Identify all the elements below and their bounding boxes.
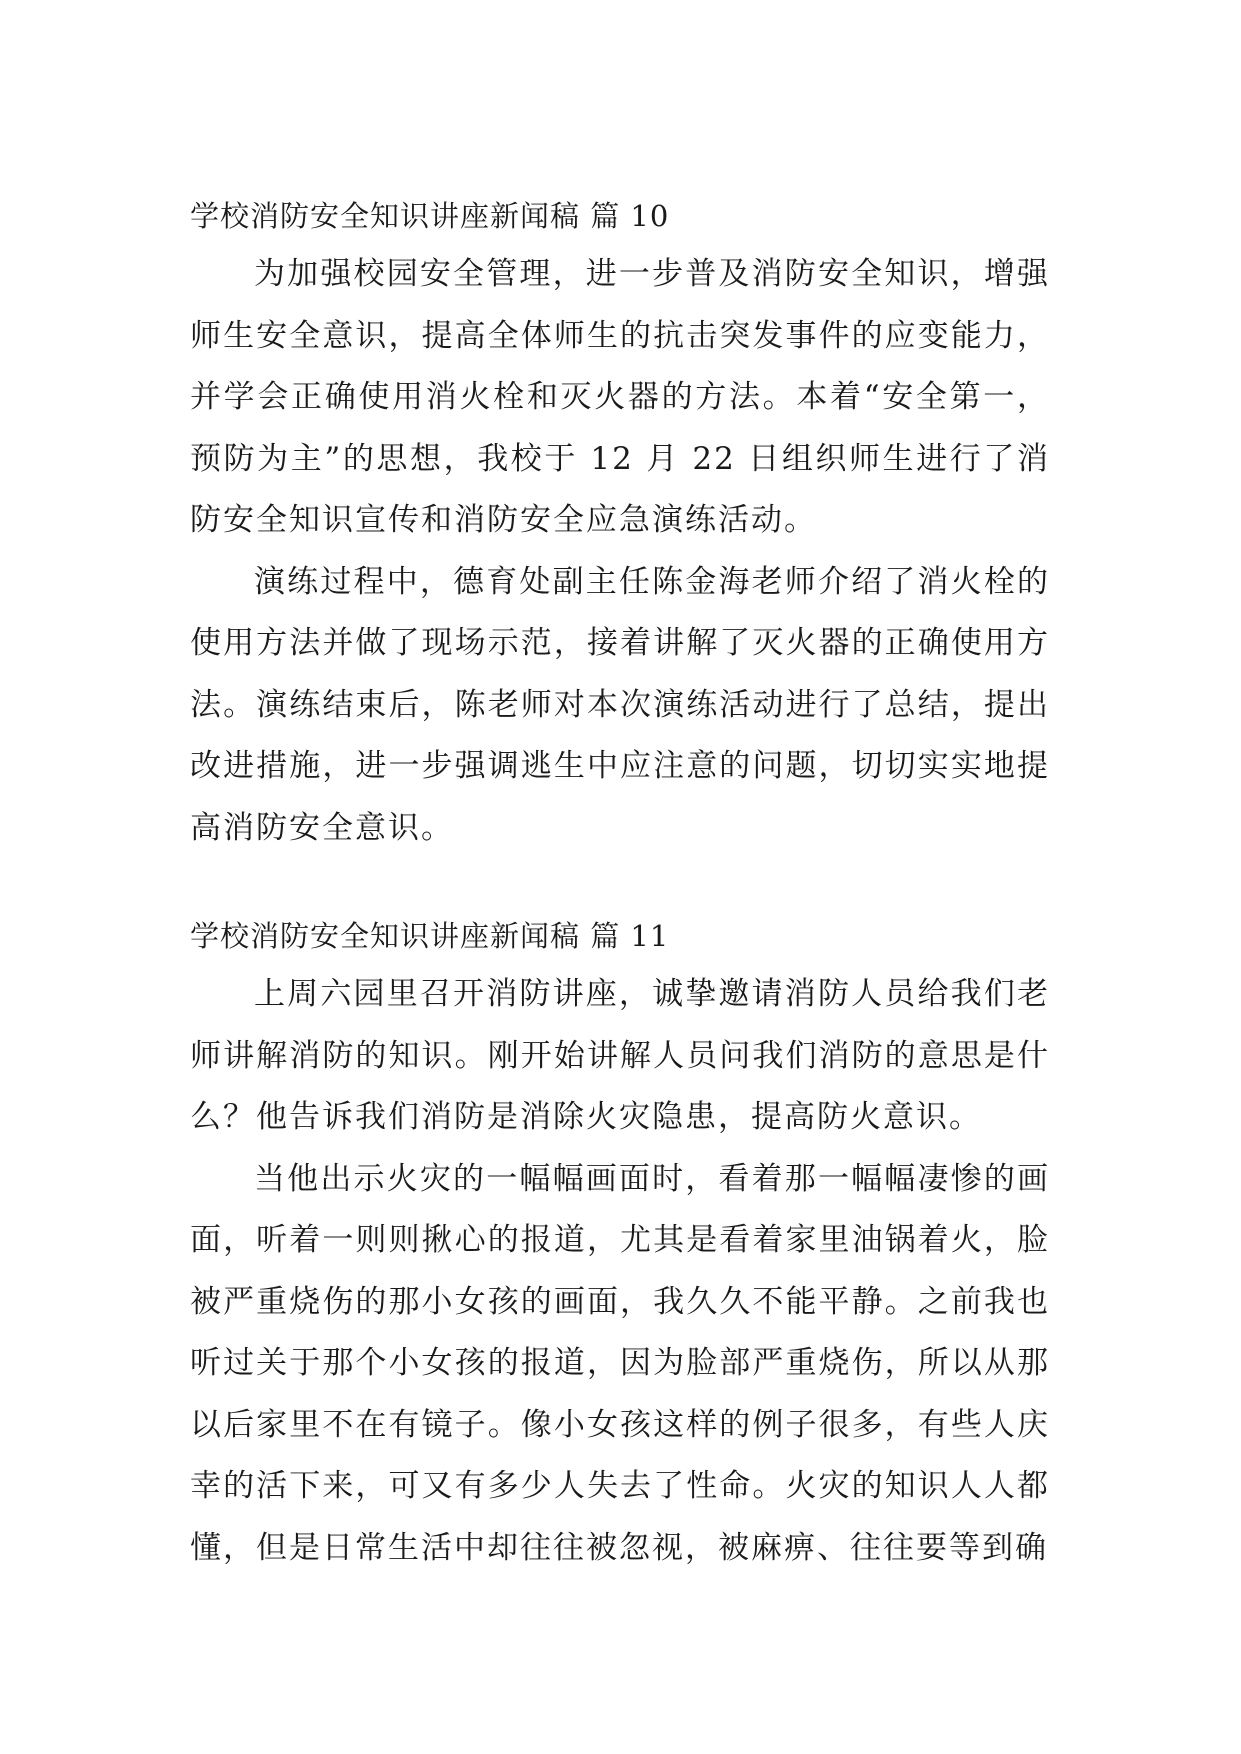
article-section-10 xyxy=(190,196,1050,859)
paragraph: 为加强校园安全管理，进一步普及消防安全知识，增强师生安全意识，提高全体师生的抗击突发事件的应变能力，并学会正确使用消火栓和灭火器的方法。本着“安全第一，预防为主”的思想，我校于 12 月 22 日组织师生进行了消防安全知识宣传和消防安全应急演练活动。 xyxy=(190,256,1050,538)
paragraph: 当他出示火灾的一幅幅画面时，看着那一幅幅凄惨的画面，听着一则则揪心的报道，尤其是看着家里油锅着火，脸被严重烧伤的那小女孩的画面，我久久不能平静。之前我也听过关于那个小女孩的报道，因为脸部严重烧伤，所以从那以后家里不在有镜子。像小女孩这样的例子很多，有些人庆幸的活下来，可又有多少人失去了性命。火灾的知识人人都懂，但是日常生活中却往往被忽视，被麻痹、往往要等到确 xyxy=(190,1160,1050,1566)
article-section-11 xyxy=(190,916,1050,1579)
paragraph: 上周六园里召开消防讲座，诚挚邀请消防人员给我们老师讲解消防的知识。刚开始讲解人员问我们消防的意思是什么？他告诉我们消防是消除火灾隐患，提高防火意识。 xyxy=(190,976,1050,1135)
paragraph: 演练过程中，德育处副主任陈金海老师介绍了消火栓的使用方法并做了现场示范，接着讲解了灭火器的正确使用方法。演练结束后，陈老师对本次演练活动进行了总结，提出改进措施，进一步强调逃生中应注意的问题，切切实实地提高消防安全意识。 xyxy=(190,563,1050,846)
section-heading: 学校消防安全知识讲座新闻稿 篇 10 xyxy=(190,199,670,233)
section-heading: 学校消防安全知识讲座新闻稿 篇 11 xyxy=(190,919,670,953)
